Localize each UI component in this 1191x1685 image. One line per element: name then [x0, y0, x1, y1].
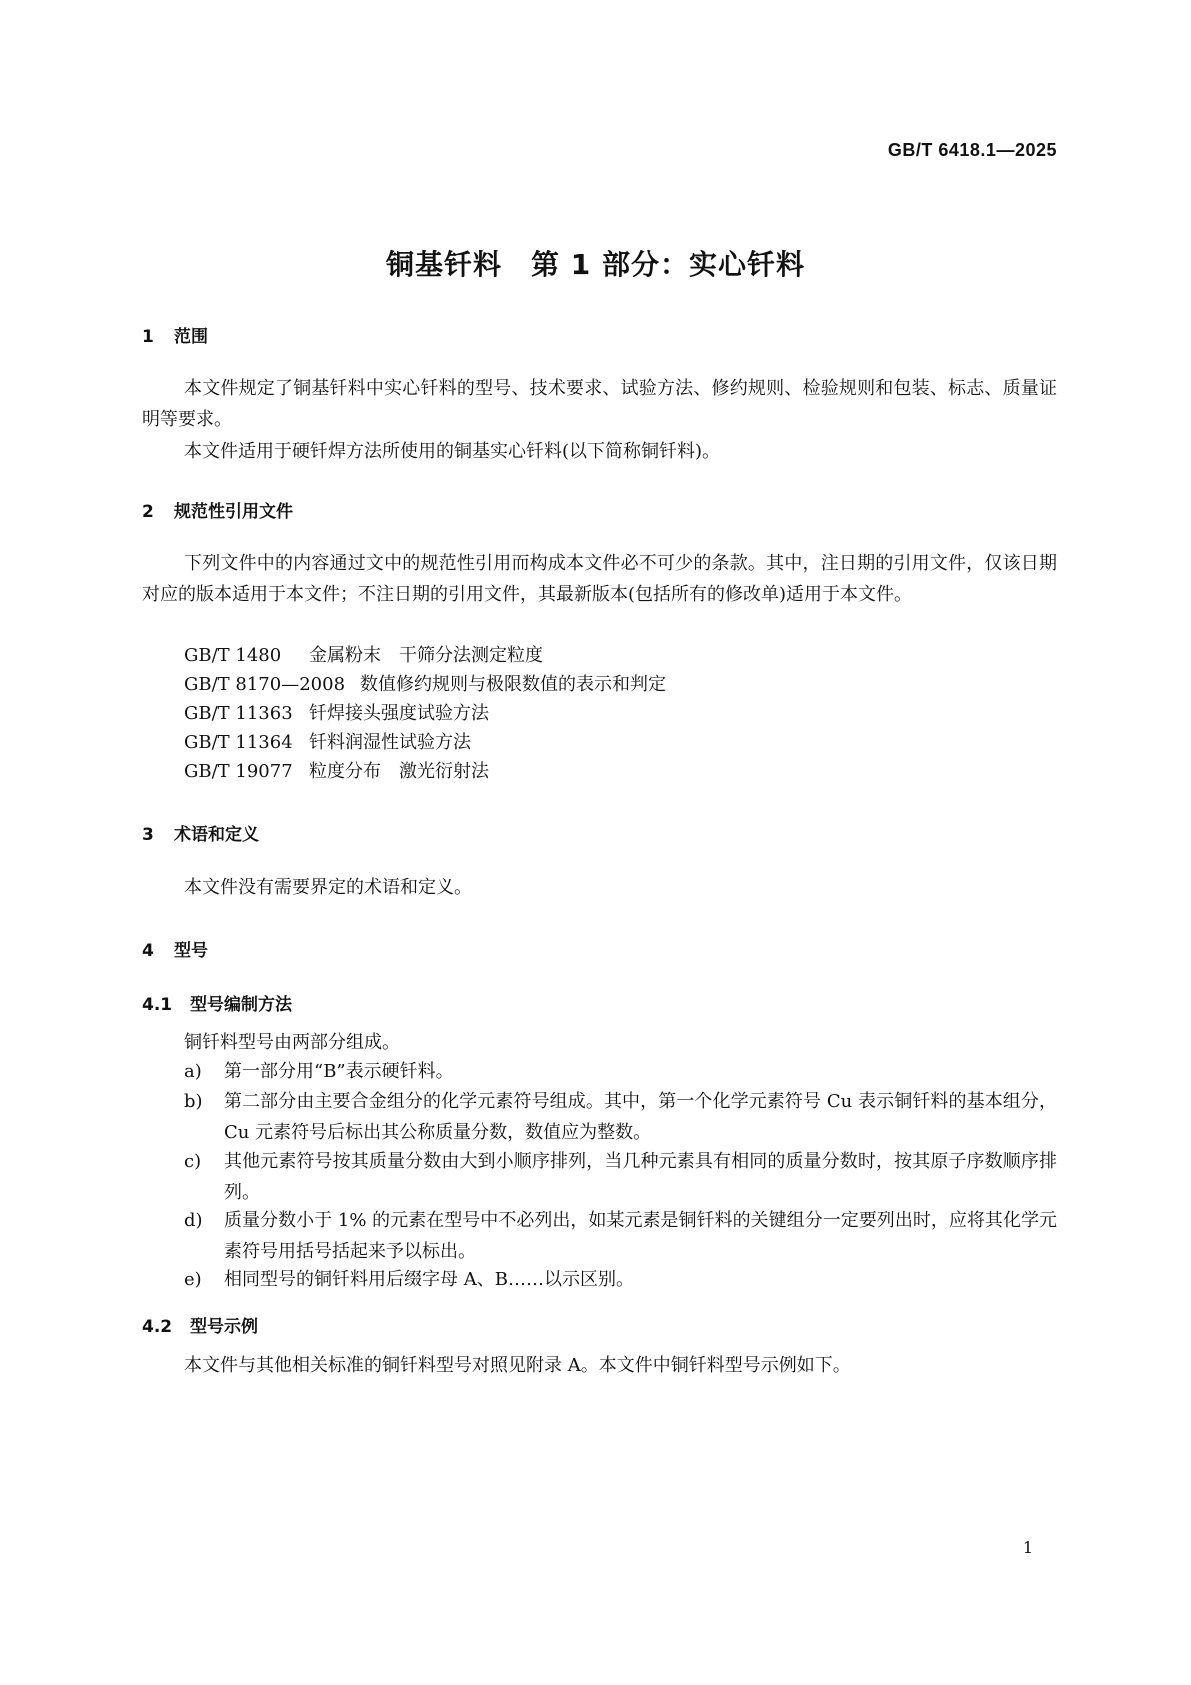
section-number: 3 [142, 825, 154, 845]
list-marker: e) [184, 1269, 202, 1290]
reference-item [184, 640, 543, 671]
scope-paragraph-2: 本文件适用于硬钎焊方法所使用的铜基实心钎料(以下简称铜钎料)。 [184, 441, 721, 462]
list-text: 质量分数小于 1% 的元素在型号中不必列出，如某元素是铜钎料的关键组分一定要列出时，应将其化学元素符号用括号括起来予以标出。 [224, 1210, 1057, 1262]
list-marker: b) [184, 1091, 203, 1112]
list-item [184, 1264, 1057, 1295]
section-1-heading [142, 322, 208, 347]
reference-code: GB/T 8170—2008 [184, 674, 346, 695]
list-item [184, 1056, 1057, 1087]
reference-item [184, 669, 666, 700]
reference-code: GB/T 19077 [184, 761, 293, 782]
terms-paragraph: 本文件没有需要界定的术语和定义。 [184, 877, 472, 898]
scope-paragraph-1: 本文件规定了铜基钎料中实心钎料的型号、技术要求、试验方法、修约规则、检验规则和包装、标志、质量证明等要求。 [142, 378, 1057, 430]
document-title: 铜基钎料 第 1 部分：实心钎料 [386, 248, 805, 281]
subsection-title: 型号示例 [190, 1317, 258, 1337]
reference-code: GB/T 11364 [184, 732, 293, 753]
designation-example-paragraph: 本文件与其他相关标准的铜钎料型号对照见附录 A。本文件中铜钎料型号示例如下。 [184, 1355, 851, 1376]
section-title: 规范性引用文件 [174, 502, 293, 522]
list-text: 第二部分由主要合金组分的化学元素符号组成。其中，第一个化学元素符号 Cu 表示铜钎料的基本组分，Cu 元素符号后标出其公称质量分数，数值应为整数。 [224, 1091, 1057, 1143]
list-marker: a) [184, 1061, 202, 1082]
section-number: 4 [142, 941, 154, 961]
list-text: 其他元素符号按其质量分数由大到小顺序排列，当几种元素具有相同的质量分数时，按其原子序数顺序排列。 [224, 1151, 1057, 1203]
section-2-heading [142, 497, 293, 522]
reference-title: 粒度分布 激光衍射法 [309, 761, 489, 782]
standard-number: GB/T 6418.1—2025 [887, 140, 1057, 160]
reference-item [184, 698, 489, 729]
reference-code: GB/T 1480 [184, 645, 282, 666]
subsection-number: 4.1 [142, 995, 173, 1015]
reference-title: 钎料润湿性试验方法 [309, 732, 471, 753]
reference-item [184, 727, 471, 758]
list-text: 相同型号的铜钎料用后缀字母 A、B……以示区别。 [224, 1269, 634, 1290]
subsection-4-2-heading [142, 1312, 258, 1337]
subsection-4-1-heading [142, 990, 292, 1015]
list-marker: d) [184, 1210, 203, 1231]
section-4-heading [142, 936, 208, 961]
reference-item [184, 756, 489, 787]
list-item [184, 1086, 1057, 1148]
section-title: 术语和定义 [174, 825, 259, 845]
subsection-title: 型号编制方法 [190, 995, 292, 1015]
reference-title: 数值修约规则与极限数值的表示和判定 [360, 674, 666, 695]
section-title: 范围 [174, 327, 208, 347]
normative-references-intro: 下列文件中的内容通过文中的规范性引用而构成本文件必不可少的条款。其中，注日期的引用文件，仅该日期对应的版本适用于本文件；不注日期的引用文件，其最新版本(包括所有的修改单)适用于本文件。 [142, 553, 1057, 605]
designation-intro: 铜钎料型号由两部分组成。 [184, 1032, 400, 1053]
reference-title: 钎焊接头强度试验方法 [309, 703, 489, 724]
reference-code: GB/T 11363 [184, 703, 293, 724]
list-item [184, 1146, 1057, 1208]
section-number: 1 [142, 327, 154, 347]
list-marker: c) [184, 1151, 202, 1172]
page-number: 1 [1022, 1538, 1033, 1557]
list-item [184, 1205, 1057, 1267]
section-3-heading [142, 820, 259, 845]
reference-title: 金属粉末 干筛分法测定粒度 [309, 645, 543, 666]
section-number: 2 [142, 502, 154, 522]
list-text: 第一部分用“B”表示硬钎料。 [224, 1061, 454, 1082]
subsection-number: 4.2 [142, 1317, 173, 1337]
section-title: 型号 [174, 941, 208, 961]
